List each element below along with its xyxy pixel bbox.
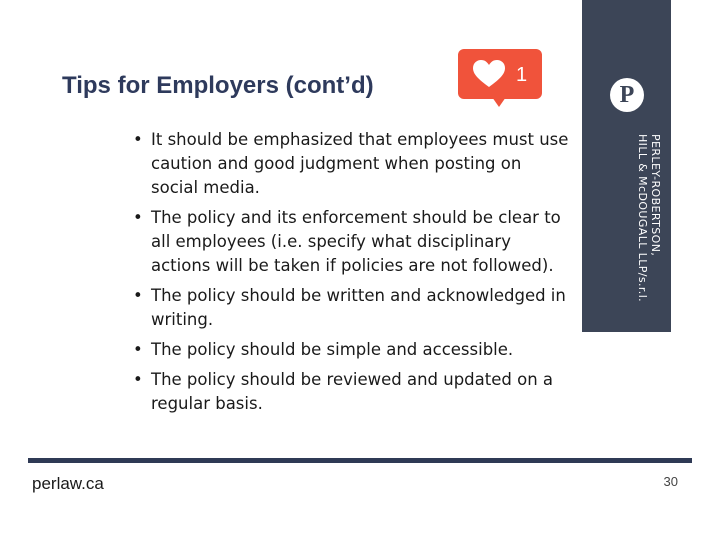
list-item: [131, 338, 569, 362]
list-item: [131, 206, 569, 278]
list-item: [131, 368, 569, 416]
bullet-text: It should be emphasized that employees must use caution and good judgment when posting on social media.: [151, 130, 569, 197]
bullet-icon: •: [133, 340, 143, 359]
list-item: [131, 284, 569, 332]
like-notification-badge: [456, 47, 544, 109]
firm-logo-icon: P: [610, 78, 644, 112]
footer-website: perlaw.ca: [32, 474, 104, 493]
bullet-text: The policy should be written and acknowledged in writing.: [151, 286, 566, 329]
badge-count: 1: [516, 64, 528, 86]
bullet-text: The policy and its enforcement should be clear to all employees (i.e. specify what disciplinary actions will be taken if policies are not followed).: [151, 208, 561, 275]
bullet-icon: •: [133, 130, 143, 149]
bullet-icon: •: [133, 286, 143, 305]
list-item: [131, 128, 569, 200]
slide-title: Tips for Employers (cont’d): [62, 72, 374, 99]
firm-name-line2: HILL & McDOUGALL LLP/s.r.l.: [636, 134, 649, 303]
bullet-text: The policy should be reviewed and updated on a regular basis.: [151, 370, 554, 413]
firm-name-line1: PERLEY-ROBERTSON,: [649, 134, 662, 257]
bullet-list: [131, 128, 569, 422]
bullet-text: The policy should be simple and accessible.: [151, 340, 514, 359]
badge-pointer: [492, 97, 506, 107]
bullet-icon: •: [133, 208, 143, 227]
page-number: 30: [663, 474, 678, 489]
firm-name: [636, 134, 662, 312]
bullet-icon: •: [133, 370, 143, 389]
footer-divider: [28, 458, 692, 463]
